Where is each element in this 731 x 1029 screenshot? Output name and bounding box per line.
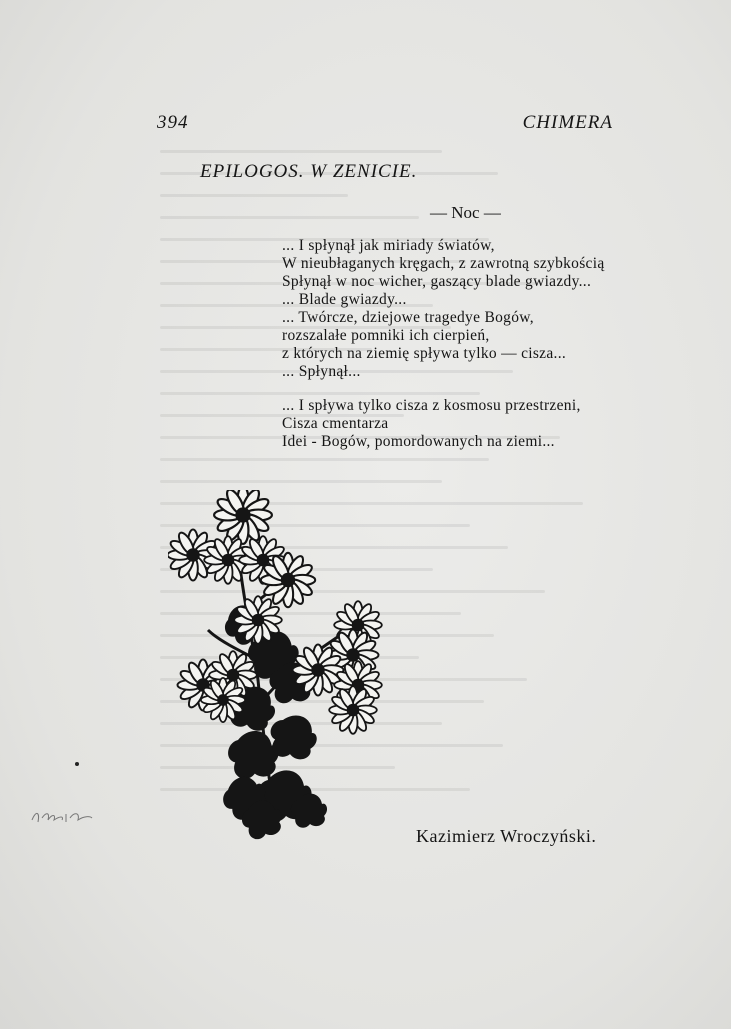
poem-line: Idei - Bogów, pomordowanych na ziemi...	[282, 433, 555, 450]
chrysanthemum-woodcut-icon	[168, 490, 383, 845]
poem-line: Cisza cmentarza	[282, 415, 389, 432]
poem-line: ... Spłynął...	[282, 363, 361, 380]
journal-title: CHIMERA	[522, 112, 613, 133]
poem-line: ... Blade gwiazdy...	[282, 291, 407, 308]
ink-dot	[75, 762, 79, 766]
poem-line: z których na ziemię spływa tylko — cisza...	[282, 345, 567, 362]
pencil-mark-icon	[30, 808, 94, 826]
poem-body	[282, 237, 605, 451]
poem-line: rozszalałe pomniki ich cierpień,	[282, 327, 490, 344]
poem-line: ... I spłynął jak miriady światów,	[282, 237, 495, 254]
poem-title: EPILOGOS. W ZENICIE.	[200, 161, 418, 182]
poem-line: Spłynął w noc wicher, gaszący blade gwiazdy...	[282, 273, 592, 290]
author-signature: Kazimierz Wroczyński.	[416, 826, 597, 846]
poem-line: W nieubłaganych kręgach, z zawrotną szybkością	[282, 255, 605, 272]
poem-line: ... Twórcze, dziejowe tragedye Bogów,	[282, 309, 534, 326]
page-number: 394	[157, 112, 189, 133]
poem-subtitle: — Noc —	[430, 203, 501, 222]
poem-line: ... I spływa tylko cisza z kosmosu przestrzeni,	[282, 397, 581, 414]
